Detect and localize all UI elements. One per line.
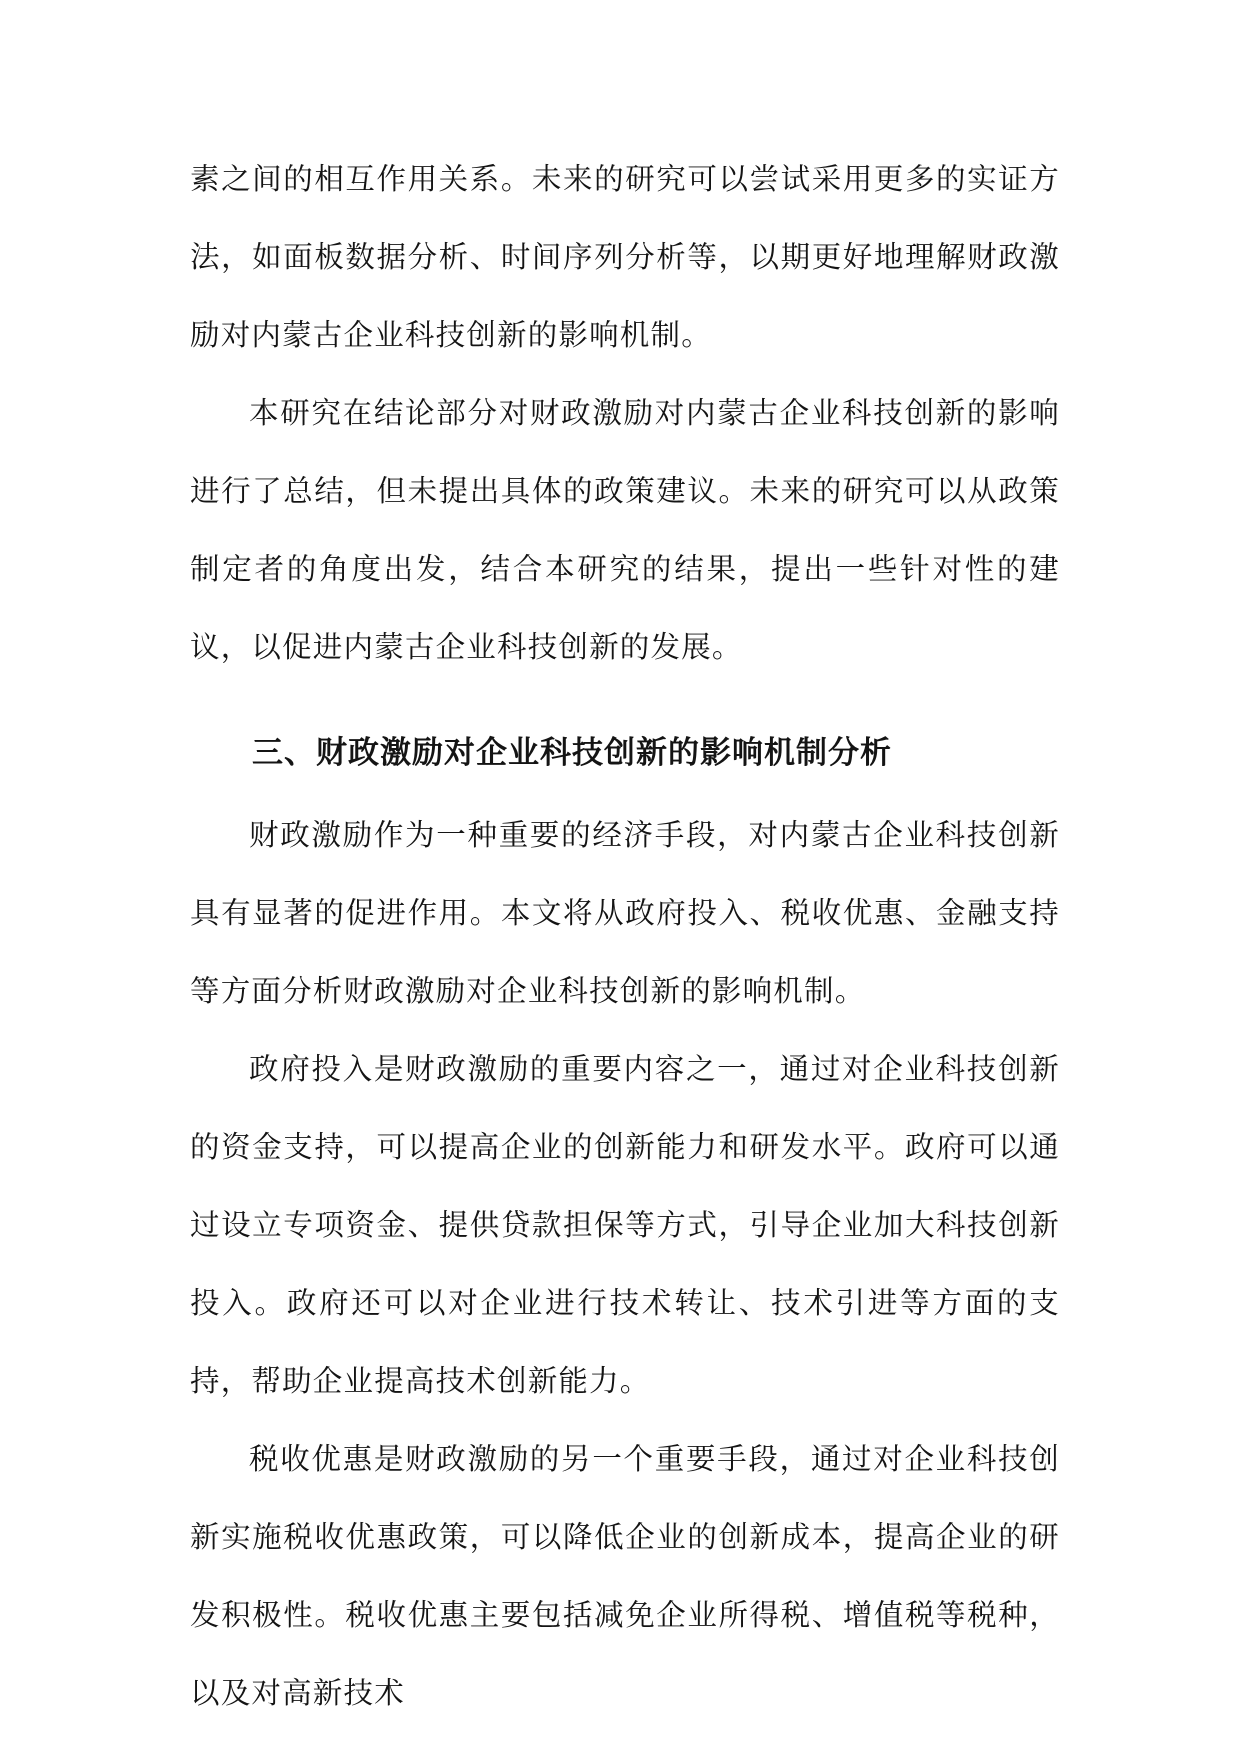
paragraph-tax-incentives: 税收优惠是财政激励的另一个重要手段，通过对企业科技创新实施税收优惠政策，可以降低企业的创新成本，提高企业的研发积极性。税收优惠主要包括减免企业所得税、增值税等税种，以及对高新技术 [190,1442,1060,1710]
paragraph-fiscal-incentive-intro: 财政激励作为一种重要的经济手段，对内蒙古企业科技创新具有显著的促进作用。本文将从政府投入、税收优惠、金融支持等方面分析财政激励对企业科技创新的影响机制。 [190,818,1060,1008]
paragraph-conclusion-summary: 本研究在结论部分对财政激励对内蒙古企业科技创新的影响进行了总结，但未提出具体的政策建议。未来的研究可以从政策制定者的角度出发，结合本研究的结果，提出一些针对性的建议，以促进内蒙古企业科技创新的发展。 [190,396,1060,664]
section-heading: 三、财政激励对企业科技创新的影响机制分析 [252,735,892,771]
paragraph-government-investment: 政府投入是财政激励的重要内容之一，通过对企业科技创新的资金支持，可以提高企业的创新能力和研发水平。政府可以通过设立专项资金、提供贷款担保等方式，引导企业加大科技创新投入。政府还可以对企业进行技术转让、技术引进等方面的支持，帮助企业提高技术创新能力。 [190,1052,1060,1398]
page-body [190,140,1060,1732]
paragraph-continued: 素之间的相互作用关系。未来的研究可以尝试采用更多的实证方法，如面板数据分析、时间序列分析等，以期更好地理解财政激励对内蒙古企业科技创新的影响机制。 [190,162,1060,352]
